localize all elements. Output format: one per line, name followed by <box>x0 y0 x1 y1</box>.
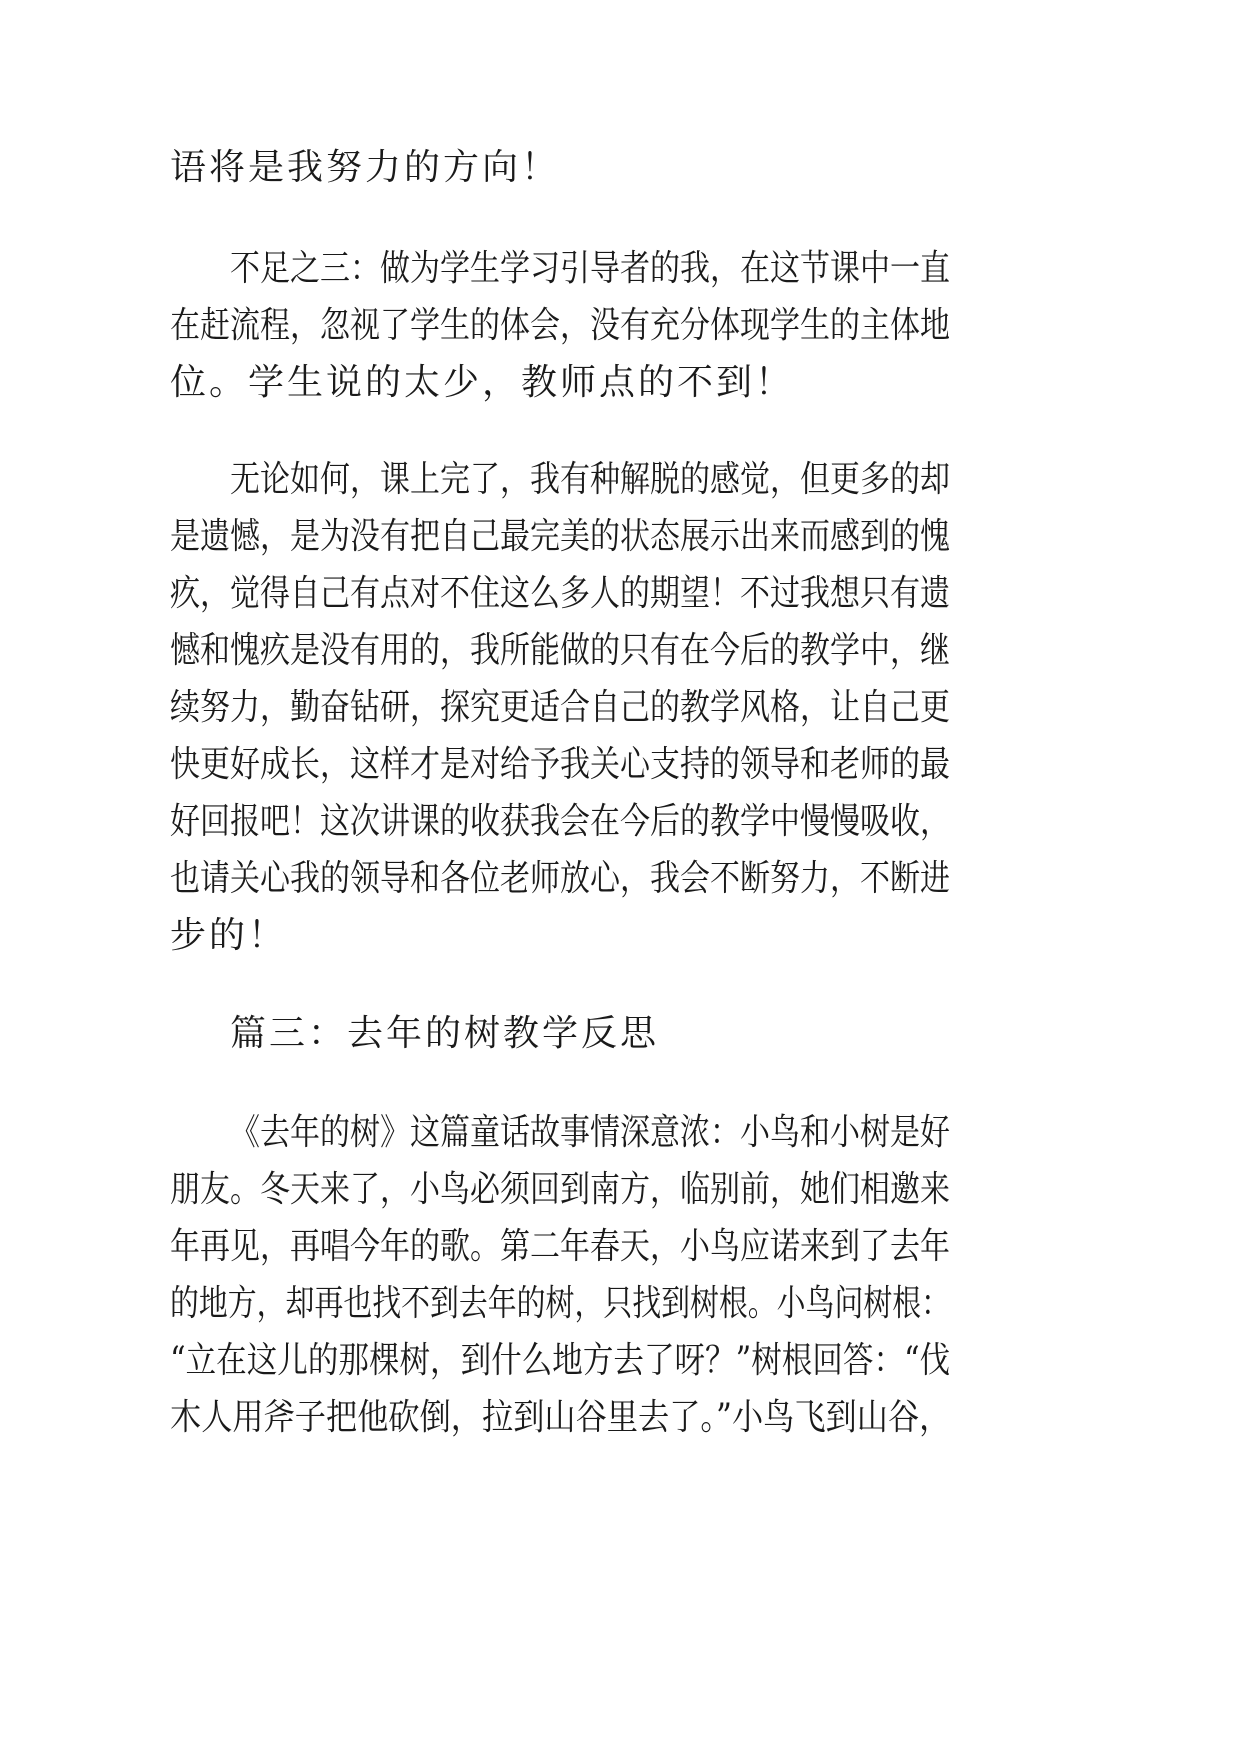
text-line: 《去年的树》这篇童话故事情深意浓：小鸟和小树是好 <box>230 1112 951 1153</box>
text-line: 位。学生说的太少，教师点的不到！ <box>170 362 795 403</box>
text-line: 是遗憾，是为没有把自己最完美的状态展示出来而感到的愧 <box>170 516 951 557</box>
text-line: “立在这儿的那棵树，到什么地方去了呀？”树根回答：“伐 <box>170 1340 951 1381</box>
text-line: 续努力，勤奋钻研，探究更适合自己的教学风格，让自己更 <box>170 687 951 728</box>
text-line: 不足之三：做为学生学习引导者的我，在这节课中一直 <box>230 248 951 289</box>
section-heading: 篇三：去年的树教学反思 <box>230 1013 660 1054</box>
text-line: 朋友。冬天来了，小鸟必须回到南方，临别前，她们相邀来 <box>170 1169 951 1210</box>
text-line: 步的！ <box>170 915 288 956</box>
text-line: 的地方，却再也找不到去年的树，只找到树根。小鸟问树根： <box>170 1283 951 1324</box>
text-line: 也请关心我的领导和各位老师放心，我会不断努力，不断进 <box>170 858 951 899</box>
text-line: 无论如何，课上完了，我有种解脱的感觉，但更多的却 <box>230 459 951 500</box>
text-line: 在赶流程，忽视了学生的体会，没有充分体现学生的主体地 <box>170 305 951 346</box>
text-line: 年再见，再唱今年的歌。第二年春天，小鸟应诺来到了去年 <box>170 1226 951 1267</box>
text-line: 语将是我努力的方向！ <box>170 147 561 188</box>
text-line: 木人用斧子把他砍倒，拉到山谷里去了。”小鸟飞到山谷， <box>170 1397 951 1438</box>
text-line: 好回报吧！这次讲课的收获我会在今后的教学中慢慢吸收， <box>170 801 951 842</box>
text-line: 憾和愧疚是没有用的，我所能做的只有在今后的教学中，继 <box>170 630 951 671</box>
text-line: 快更好成长，这样才是对给予我关心支持的领导和老师的最 <box>170 744 951 785</box>
text-line: 疚，觉得自己有点对不住这么多人的期望！不过我想只有遗 <box>170 573 951 614</box>
